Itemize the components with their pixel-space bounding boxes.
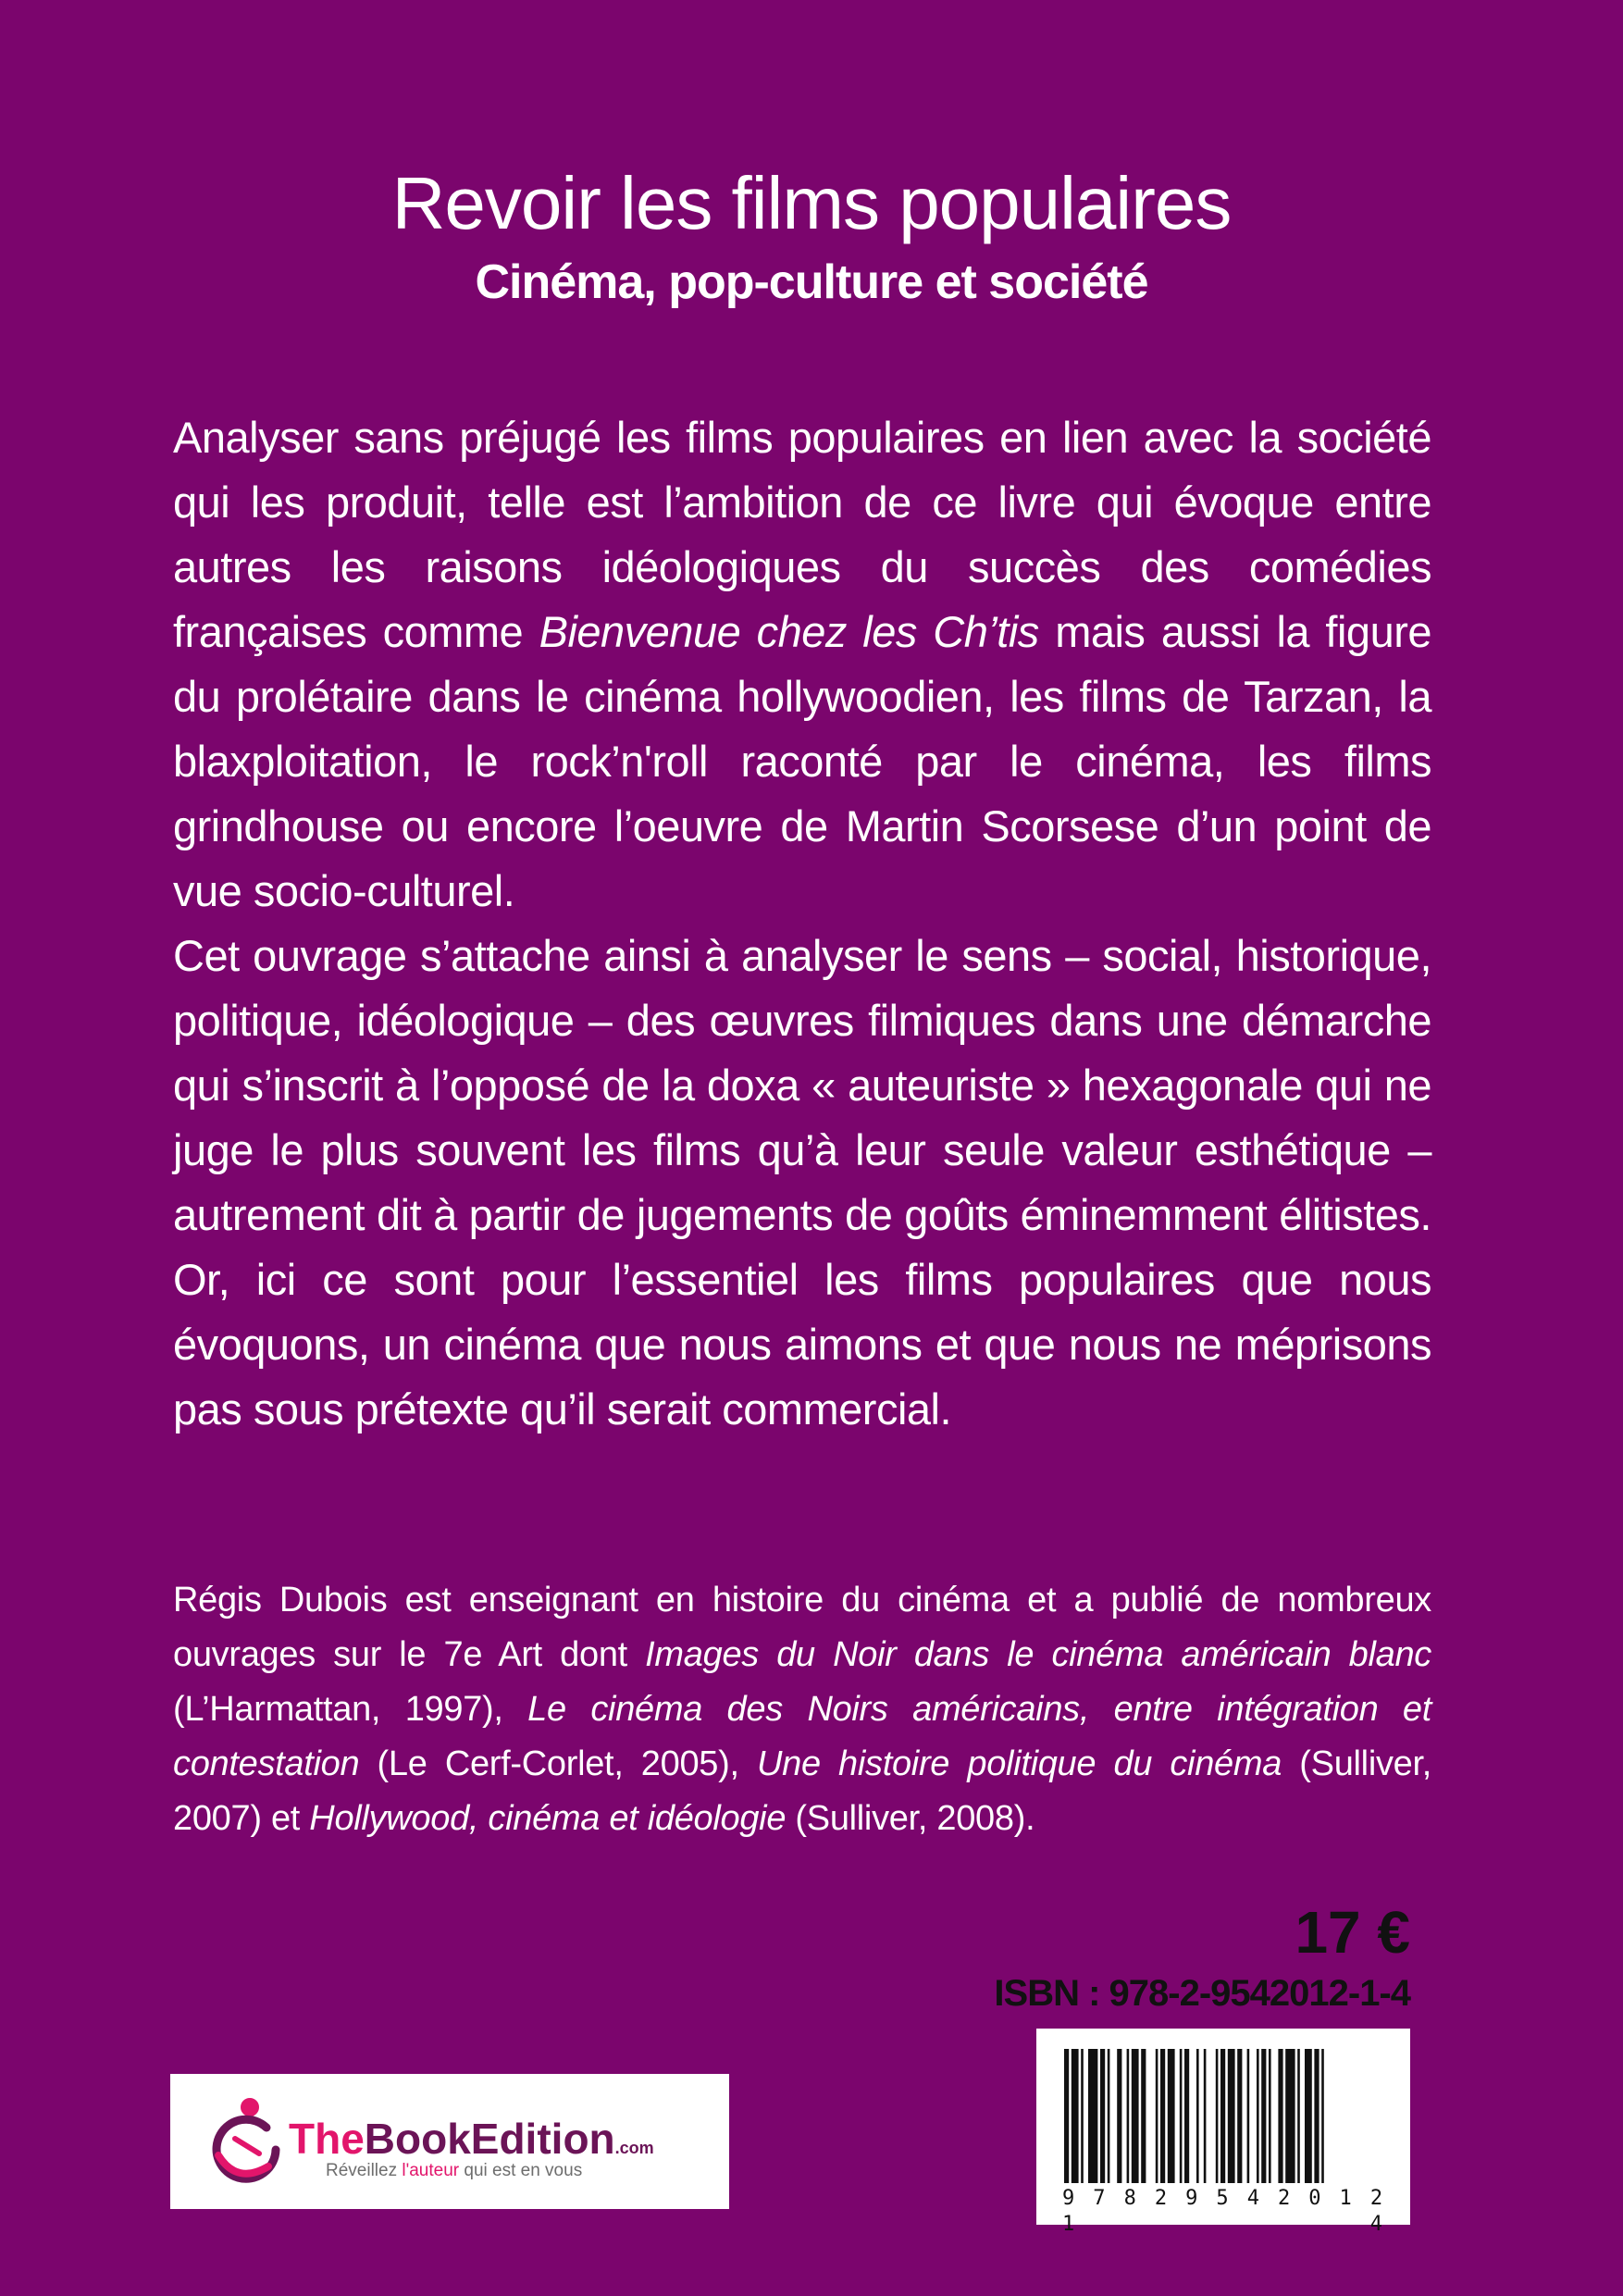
barcode-bar <box>1269 2049 1271 2183</box>
book-subtitle: Cinéma, pop-culture et société <box>475 255 1148 309</box>
barcode-bar <box>1132 2049 1139 2183</box>
barcode-bar <box>1278 2049 1282 2183</box>
barcode-bar <box>1216 2049 1219 2183</box>
barcode-bar <box>1072 2049 1079 2183</box>
barcode-bar <box>1204 2049 1207 2183</box>
barcode-bar <box>1228 2049 1235 2183</box>
barcode-bar <box>1064 2049 1069 2183</box>
barcode-bar <box>1285 2049 1295 2183</box>
barcode-digits: 9 7 8 2 9 5 4 2 0 1 2 1 4 <box>1062 2187 1385 2236</box>
barcode-bar <box>1220 2049 1225 2183</box>
barcode-bar <box>1297 2049 1300 2183</box>
synopsis-paragraph-2: Cet ouvrage s’attache ainsi à analyser le sens – social, historique, politique, idéologique – des œuvres filmiques dans une démarche qui s’inscrit à l’opposé de la doxa « auteuriste » hexagonale qui ne juge le plus souvent les films qu’à leur seule valeur esthétique – autrement dit à partir de jugements de goûts éminemment élitistes. Or, ici ce sont pour l’essentiel les films populaires que nous évoquons, un cinéma que nous aimons et que nous ne méprisons pas sous prétexte qu’il serait commercial. <box>173 931 1431 1433</box>
isbn: ISBN : 978-2-9542012-1-4 <box>994 1973 1410 2014</box>
barcode-bar <box>1156 2049 1158 2183</box>
barcode-bar <box>1100 2049 1105 2183</box>
barcode-bar <box>1237 2049 1242 2183</box>
barcode-bar <box>1184 2049 1189 2183</box>
barcode-bar <box>1081 2049 1084 2183</box>
synopsis-paragraph-1: Analyser sans préjugé les films populaires en lien avec la société qui les produit, telle est l’ambition de ce livre qui évoque entre autres les raisons idéologiques du succès des comédies françaises comme Bienvenue chez les Ch’tis mais aussi la figure du prolétaire dans le cinéma hollywoodien, les films de Tarzan, la blaxploitation, le rock’n'roll raconté par le cinéma, les films grindhouse ou encore l’oeuvre de Martin Scorsese d’un point de vue socio-culturel. <box>173 413 1431 915</box>
barcode-bar <box>1257 2049 1259 2183</box>
title-block <box>0 157 1623 315</box>
book-reference-3: Une histoire politique du cinéma <box>757 1744 1282 1783</box>
barcode-bar <box>1088 2049 1097 2183</box>
barcode-bar <box>1168 2049 1175 2183</box>
barcode-bar <box>1117 2049 1121 2183</box>
book-reference-1: Images du Noir dans le cinéma américain blanc <box>645 1635 1431 1674</box>
publisher-logo-graphic <box>170 2074 729 2209</box>
book-reference-2: Le cinéma des Noirs américains, entre intégration et contestation <box>173 1690 1432 1783</box>
author-bio <box>173 1573 1431 1846</box>
synopsis <box>173 405 1431 1442</box>
barcode-bar <box>1141 2049 1146 2183</box>
film-title: Bienvenue chez les Ch’tis <box>539 607 1039 656</box>
barcode-bar <box>1305 2049 1312 2183</box>
barcode-bar <box>1108 2049 1110 2183</box>
book-title: Revoir les films populaires <box>391 162 1232 244</box>
publisher-logo <box>170 2074 729 2209</box>
book-reference-4: Hollywood, cinéma et idéologie <box>309 1799 787 1838</box>
barcode-bar <box>1314 2049 1319 2183</box>
barcode-bar <box>1127 2049 1130 2183</box>
barcode-bar <box>1247 2049 1250 2183</box>
person-swirl-icon <box>217 2097 276 2178</box>
barcode-bar <box>1196 2049 1199 2183</box>
publisher-tagline: Réveillez l'auteur qui est en vous <box>326 2161 583 2180</box>
barcode <box>1036 2029 1410 2236</box>
barcode-bar <box>1261 2049 1266 2183</box>
barcode-bar <box>1321 2049 1324 2183</box>
price: 17 € <box>1295 1899 1410 1966</box>
barcode-bar <box>1160 2049 1165 2183</box>
author-bio-paragraph: Régis Dubois est enseignant en histoire du cinéma et a publié de nombreux ouvrages sur le 7e Art dont Images du Noir dans le cinéma américain blanc (L’Harmattan, 1997), Le cinéma des Noirs américains, entre intégration et contestation (Le Cerf-Corlet, 2005), Une histoire politique du cinéma (Sulliver, 2007) et Hollywood, cinéma et idéologie (Sulliver, 2008). <box>173 1581 1432 1838</box>
publisher-name: TheBookEdition.com <box>289 2115 654 2163</box>
barcode-bar <box>1180 2049 1183 2183</box>
